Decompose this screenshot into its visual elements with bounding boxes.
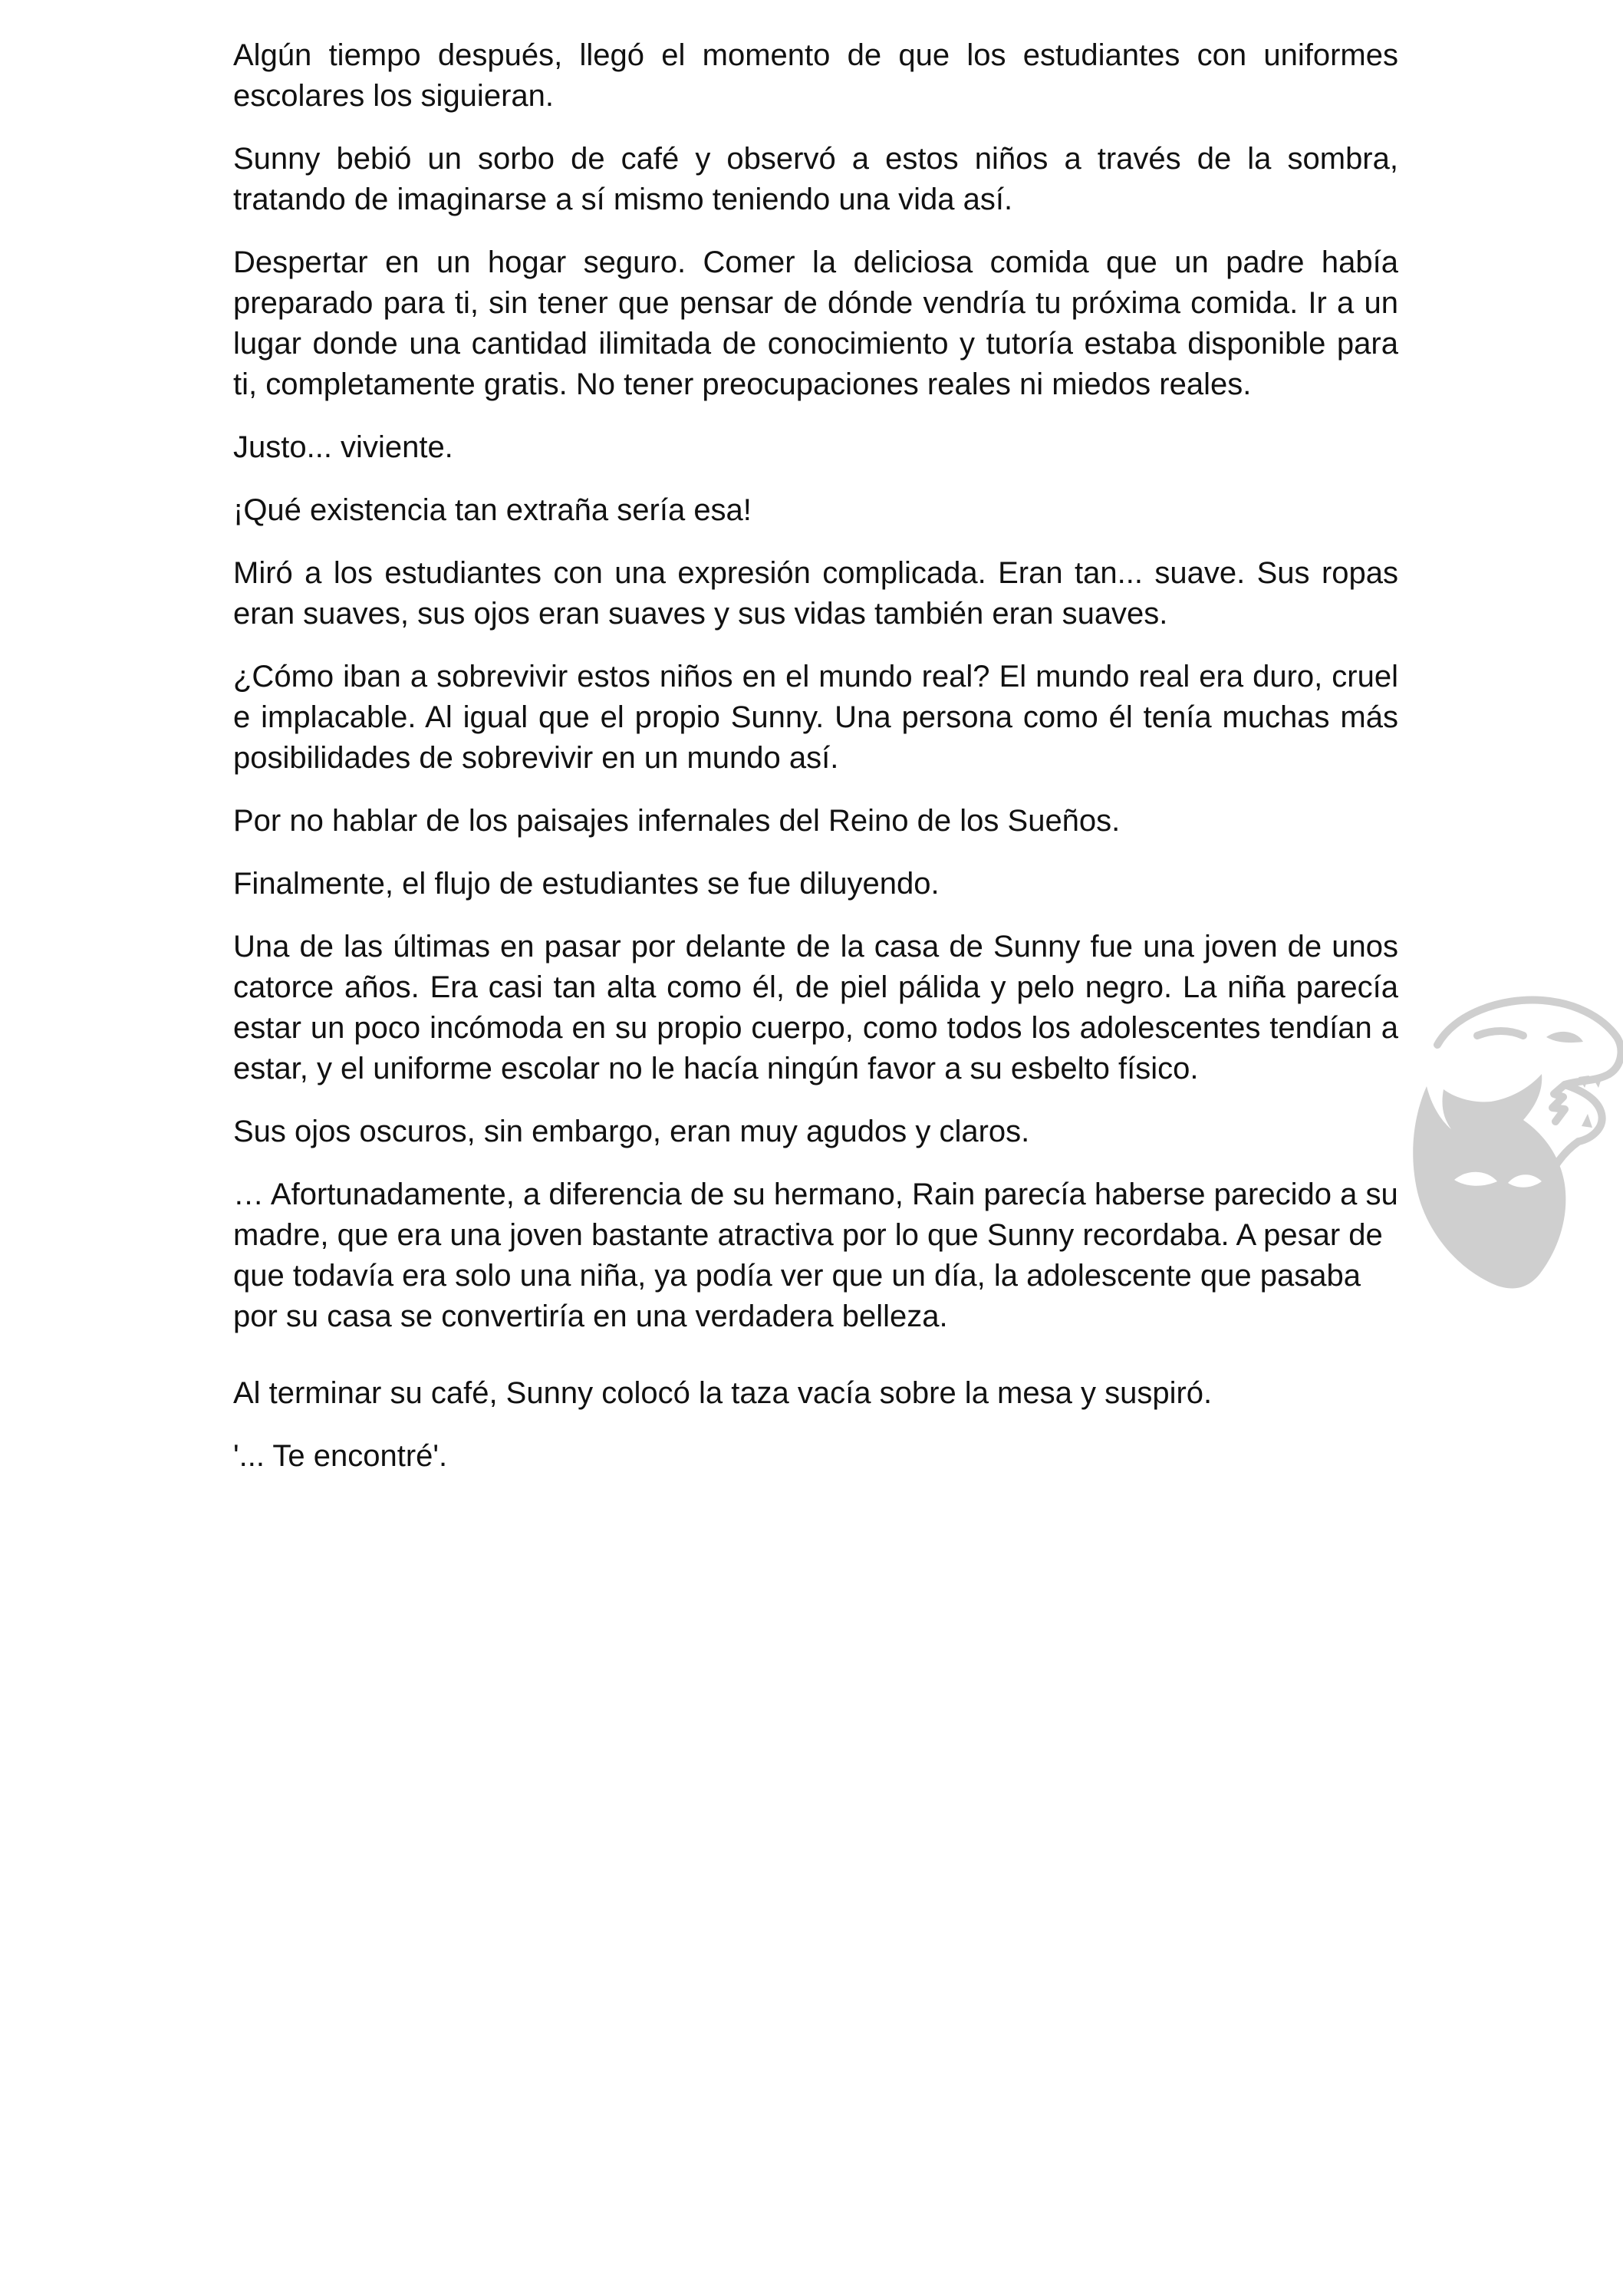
paragraph: … Afortunadamente, a diferencia de su hermano, Rain parecía haberse parecido a su madre, que era una joven bastante atractiva por lo que Sunny recordaba. A pesar de que todavía era solo una niña, ya podía ver que un día, la adolescente que pasaba por su casa se convertiría en una verdadera belleza. xyxy=(233,1178,1398,1333)
dinosaur-devil-logo-icon xyxy=(1401,991,1623,1290)
body-text xyxy=(233,35,1398,1499)
paragraph: Miró a los estudiantes con una expresión complicada. Eran tan... suave. Sus ropas eran suaves, sus ojos eran suaves y sus vidas también eran suaves. xyxy=(233,556,1398,631)
paragraph: Algún tiempo después, llegó el momento de que los estudiantes con uniformes escolares los siguieran. xyxy=(233,38,1398,113)
paragraph: Sunny bebió un sorbo de café y observó a estos niños a través de la sombra, tratando de imaginarse a sí mismo teniendo una vida así. xyxy=(233,142,1398,216)
paragraph: Despertar en un hogar seguro. Comer la deliciosa comida que un padre había preparado para ti, sin tener que pensar de dónde vendría tu próxima comida. Ir a un lugar donde una cantidad ilimitada de conocimiento y tutoría estaba disponible para ti, completamente gratis. No tener preocupaciones reales ni miedos reales. xyxy=(233,245,1398,401)
paragraph: '... Te encontré'. xyxy=(233,1439,448,1473)
paragraph: Justo... viviente. xyxy=(233,430,453,464)
paragraph: Por no hablar de los paisajes infernales del Reino de los Sueños. xyxy=(233,804,1121,838)
paragraph: Una de las últimas en pasar por delante de la casa de Sunny fue una joven de unos catorce años. Era casi tan alta como él, de piel pálida y pelo negro. La niña parecía estar un poco incómoda en su propio cuerpo, como todos los adolescentes tendían a estar, y el uniforme escolar no le hacía ningún favor a su esbelto físico. xyxy=(233,930,1398,1085)
paragraph: Sus ojos oscuros, sin embargo, eran muy agudos y claros. xyxy=(233,1115,1030,1148)
paragraph: Al terminar su café, Sunny colocó la taza vacía sobre la mesa y suspiró. xyxy=(233,1376,1213,1410)
paragraph: Finalmente, el flujo de estudiantes se fue diluyendo. xyxy=(233,867,940,901)
paragraph: ¡Qué existencia tan extraña sería esa! xyxy=(233,493,752,527)
paragraph: ¿Cómo iban a sobrevivir estos niños en el mundo real? El mundo real era duro, cruel e implacable. Al igual que el propio Sunny. Una persona como él tenía muchas más posibilidades de sobrevivir en un mundo así. xyxy=(233,660,1398,775)
